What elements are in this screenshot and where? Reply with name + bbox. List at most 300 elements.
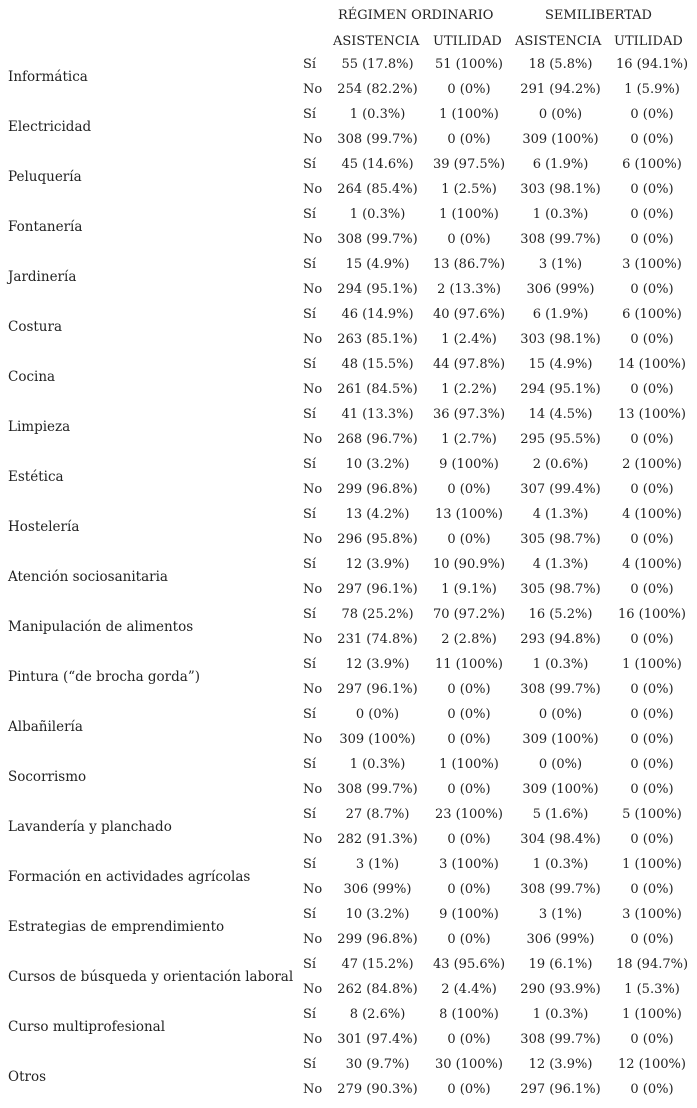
utilidad-semilibertad-cell: 12 (100%) <box>618 1057 686 1072</box>
course-name: Curso multiprofesional <box>8 1019 166 1035</box>
asistencia-ordinario-cell: 297 (96.1%) <box>337 582 418 597</box>
course-name: Fontanería <box>8 219 83 235</box>
course-name: Manipulación de alimentos <box>8 619 194 635</box>
asistencia-ordinario-cell: 308 (99.7%) <box>337 782 418 797</box>
table-row <box>0 403 697 428</box>
utilidad-semilibertad-cell: 1 (5.9%) <box>624 82 680 97</box>
course-group <box>0 903 697 953</box>
utilidad-ordinario-cell: 1 (100%) <box>439 207 499 222</box>
table-row <box>0 1053 697 1078</box>
utilidad-semilibertad-cell: 1 (100%) <box>622 1007 682 1022</box>
asistencia-semilibertad-cell: 308 (99.7%) <box>520 1032 601 1047</box>
response-label: No <box>303 282 323 297</box>
course-group <box>0 403 697 453</box>
table-row <box>0 803 697 828</box>
course-group <box>0 453 697 503</box>
utilidad-semilibertad-cell: 14 (100%) <box>618 357 686 372</box>
asistencia-ordinario-cell: 279 (90.3%) <box>337 1082 418 1097</box>
course-name: Peluquería <box>8 169 82 185</box>
utilidad-semilibertad-cell: 18 (94.7%) <box>615 957 689 972</box>
response-label: Sí <box>303 857 317 872</box>
utilidad-ordinario-cell: 11 (100%) <box>435 657 503 672</box>
table-row <box>0 353 697 378</box>
utilidad-semilibertad-cell: 6 (100%) <box>622 157 682 172</box>
utilidad-semilibertad-cell: 1 (100%) <box>622 657 682 672</box>
utilidad-ordinario-cell: 3 (100%) <box>439 857 499 872</box>
utilidad-ordinario-cell: 0 (0%) <box>447 532 491 547</box>
response-label: No <box>303 532 323 547</box>
utilidad-ordinario-cell: 30 (100%) <box>435 1057 503 1072</box>
asistencia-ordinario-cell: 10 (3.2%) <box>345 457 410 472</box>
response-label: Sí <box>303 257 317 272</box>
course-group <box>0 803 697 853</box>
asistencia-semilibertad-cell: 305 (98.7%) <box>520 582 601 597</box>
course-name: Jardinería <box>8 269 77 285</box>
response-label: No <box>303 232 323 247</box>
table-row <box>0 853 697 878</box>
table-row <box>0 953 697 978</box>
response-label: Sí <box>303 907 317 922</box>
asistencia-semilibertad-cell: 2 (0.6%) <box>532 457 589 472</box>
utilidad-ordinario-cell: 1 (100%) <box>439 107 499 122</box>
asistencia-semilibertad-cell: 306 (99%) <box>526 932 595 947</box>
response-label: No <box>303 932 323 947</box>
course-name: Otros <box>8 1069 47 1085</box>
utilidad-semilibertad-cell: 4 (100%) <box>622 557 682 572</box>
course-group <box>0 253 697 303</box>
response-label: Sí <box>303 707 317 722</box>
utilidad-semilibertad-cell: 0 (0%) <box>630 757 674 772</box>
asistencia-ordinario-cell: 10 (3.2%) <box>345 907 410 922</box>
header-semilibertad: SEMILIBERTAD <box>545 8 652 23</box>
course-name: Electricidad <box>8 119 92 135</box>
table-row <box>0 703 697 728</box>
asistencia-semilibertad-cell: 0 (0%) <box>538 107 583 122</box>
table-row <box>0 228 697 253</box>
response-label: Sí <box>303 807 317 822</box>
utilidad-ordinario-cell: 40 (97.6%) <box>432 307 506 322</box>
course-group <box>0 603 697 653</box>
utilidad-ordinario-cell: 1 (2.4%) <box>441 332 497 347</box>
course-group <box>0 853 697 903</box>
asistencia-ordinario-cell: 263 (85.1%) <box>337 332 418 347</box>
asistencia-semilibertad-cell: 12 (3.9%) <box>528 1057 593 1072</box>
asistencia-ordinario-cell: 264 (85.4%) <box>337 182 418 197</box>
course-name: Formación en actividades agrícolas <box>8 869 251 885</box>
utilidad-semilibertad-cell: 1 (5.3%) <box>624 982 680 997</box>
utilidad-ordinario-cell: 23 (100%) <box>435 807 503 822</box>
utilidad-ordinario-cell: 0 (0%) <box>447 782 491 797</box>
asistencia-ordinario-cell: 301 (97.4%) <box>337 1032 418 1047</box>
table-row <box>0 53 697 78</box>
asistencia-ordinario-cell: 13 (4.2%) <box>345 507 410 522</box>
utilidad-semilibertad-cell: 16 (100%) <box>618 607 686 622</box>
table-row <box>0 653 697 678</box>
response-label: No <box>303 332 323 347</box>
utilidad-ordinario-cell: 0 (0%) <box>447 682 491 697</box>
response-label: No <box>303 632 323 647</box>
utilidad-semilibertad-cell: 16 (94.1%) <box>615 57 689 72</box>
table-row <box>0 978 697 1003</box>
response-label: Sí <box>303 457 317 472</box>
asistencia-semilibertad-cell: 304 (98.4%) <box>520 832 601 847</box>
asistencia-semilibertad-cell: 308 (99.7%) <box>520 682 601 697</box>
asistencia-semilibertad-cell: 19 (6.1%) <box>528 957 593 972</box>
asistencia-semilibertad-cell: 306 (99%) <box>526 282 595 297</box>
course-group <box>0 153 697 203</box>
utilidad-ordinario-cell: 0 (0%) <box>447 132 491 147</box>
asistencia-semilibertad-cell: 309 (100%) <box>522 782 599 797</box>
asistencia-semilibertad-cell: 14 (4.5%) <box>528 407 593 422</box>
utilidad-ordinario-cell: 1 (2.2%) <box>441 382 497 397</box>
response-label: No <box>303 732 323 747</box>
course-group <box>0 553 697 603</box>
asistencia-ordinario-cell: 12 (3.9%) <box>345 657 410 672</box>
asistencia-semilibertad-cell: 6 (1.9%) <box>532 307 589 322</box>
utilidad-ordinario-cell: 39 (97.5%) <box>432 157 506 172</box>
response-label: Sí <box>303 507 317 522</box>
utilidad-semilibertad-cell: 0 (0%) <box>630 332 674 347</box>
asistencia-semilibertad-cell: 4 (1.3%) <box>532 557 589 572</box>
data-table <box>0 53 697 1103</box>
utilidad-semilibertad-cell: 0 (0%) <box>630 582 674 597</box>
utilidad-ordinario-cell: 8 (100%) <box>439 1007 499 1022</box>
table-row <box>0 528 697 553</box>
table-row <box>0 878 697 903</box>
asistencia-semilibertad-cell: 0 (0%) <box>538 707 583 722</box>
response-label: No <box>303 82 323 97</box>
asistencia-ordinario-cell: 268 (96.7%) <box>337 432 418 447</box>
table-row <box>0 778 697 803</box>
response-label: Sí <box>303 357 317 372</box>
asistencia-semilibertad-cell: 303 (98.1%) <box>520 332 601 347</box>
asistencia-ordinario-cell: 41 (13.3%) <box>341 407 414 422</box>
utilidad-semilibertad-cell: 0 (0%) <box>630 707 674 722</box>
table-row <box>0 478 697 503</box>
asistencia-ordinario-cell: 309 (100%) <box>339 732 416 747</box>
utilidad-semilibertad-cell: 0 (0%) <box>630 107 674 122</box>
utilidad-semilibertad-cell: 4 (100%) <box>622 507 682 522</box>
table-row <box>0 553 697 578</box>
utilidad-ordinario-cell: 51 (100%) <box>435 57 503 72</box>
asistencia-ordinario-cell: 294 (95.1%) <box>337 282 418 297</box>
utilidad-ordinario-cell: 36 (97.3%) <box>432 407 506 422</box>
utilidad-semilibertad-cell: 0 (0%) <box>630 132 674 147</box>
asistencia-ordinario-cell: 15 (4.9%) <box>345 257 410 272</box>
course-name: Socorrismo <box>8 769 87 785</box>
utilidad-ordinario-cell: 9 (100%) <box>439 907 499 922</box>
utilidad-semilibertad-cell: 0 (0%) <box>630 182 674 197</box>
asistencia-ordinario-cell: 8 (2.6%) <box>349 1007 406 1022</box>
response-label: No <box>303 482 323 497</box>
utilidad-semilibertad-cell: 0 (0%) <box>630 632 674 647</box>
table-row <box>0 278 697 303</box>
course-group <box>0 953 697 1003</box>
course-name: Estrategias de emprendimiento <box>8 919 225 935</box>
utilidad-ordinario-cell: 9 (100%) <box>439 457 499 472</box>
response-label: Sí <box>303 307 317 322</box>
table-row <box>0 828 697 853</box>
course-name: Albañilería <box>8 719 83 735</box>
asistencia-semilibertad-cell: 305 (98.7%) <box>520 532 601 547</box>
table-row <box>0 578 697 603</box>
asistencia-ordinario-cell: 297 (96.1%) <box>337 682 418 697</box>
asistencia-ordinario-cell: 30 (9.7%) <box>345 1057 410 1072</box>
header-asistencia-ordinario: ASISTENCIA <box>333 34 420 49</box>
utilidad-semilibertad-cell: 13 (100%) <box>618 407 686 422</box>
asistencia-ordinario-cell: 55 (17.8%) <box>341 57 414 72</box>
response-label: No <box>303 132 323 147</box>
utilidad-ordinario-cell: 2 (2.8%) <box>441 632 497 647</box>
response-label: No <box>303 1032 323 1047</box>
response-label: Sí <box>303 157 317 172</box>
response-label: No <box>303 582 323 597</box>
asistencia-ordinario-cell: 296 (95.8%) <box>337 532 418 547</box>
response-label: Sí <box>303 607 317 622</box>
utilidad-ordinario-cell: 0 (0%) <box>447 707 491 722</box>
utilidad-semilibertad-cell: 0 (0%) <box>630 482 674 497</box>
response-label: Sí <box>303 1057 317 1072</box>
asistencia-semilibertad-cell: 294 (95.1%) <box>520 382 601 397</box>
utilidad-ordinario-cell: 2 (4.4%) <box>441 982 497 997</box>
table-row <box>0 378 697 403</box>
asistencia-semilibertad-cell: 290 (93.9%) <box>520 982 601 997</box>
asistencia-semilibertad-cell: 307 (99.4%) <box>520 482 601 497</box>
response-label: Sí <box>303 957 317 972</box>
utilidad-semilibertad-cell: 0 (0%) <box>630 1032 674 1047</box>
asistencia-ordinario-cell: 45 (14.6%) <box>341 157 414 172</box>
table-row <box>0 628 697 653</box>
asistencia-semilibertad-cell: 18 (5.8%) <box>528 57 593 72</box>
header-utilidad-ordinario: UTILIDAD <box>433 34 502 49</box>
utilidad-ordinario-cell: 13 (100%) <box>435 507 503 522</box>
asistencia-ordinario-cell: 299 (96.8%) <box>337 932 418 947</box>
table-row <box>0 1003 697 1028</box>
asistencia-ordinario-cell: 1 (0.3%) <box>349 757 406 772</box>
asistencia-semilibertad-cell: 308 (99.7%) <box>520 232 601 247</box>
utilidad-semilibertad-cell: 0 (0%) <box>630 232 674 247</box>
utilidad-semilibertad-cell: 0 (0%) <box>630 832 674 847</box>
course-name: Informática <box>8 69 88 85</box>
response-label: No <box>303 182 323 197</box>
course-name: Limpieza <box>8 419 71 435</box>
asistencia-semilibertad-cell: 308 (99.7%) <box>520 882 601 897</box>
asistencia-ordinario-cell: 261 (84.5%) <box>337 382 418 397</box>
asistencia-semilibertad-cell: 297 (96.1%) <box>520 1082 601 1097</box>
asistencia-semilibertad-cell: 303 (98.1%) <box>520 182 601 197</box>
response-label: Sí <box>303 1007 317 1022</box>
utilidad-ordinario-cell: 43 (95.6%) <box>432 957 506 972</box>
asistencia-ordinario-cell: 308 (99.7%) <box>337 132 418 147</box>
table-row <box>0 153 697 178</box>
asistencia-semilibertad-cell: 1 (0.3%) <box>532 1007 589 1022</box>
table-row <box>0 453 697 478</box>
response-label: Sí <box>303 107 317 122</box>
header-regimen-ordinario: RÉGIMEN ORDINARIO <box>338 8 494 23</box>
asistencia-ordinario-cell: 262 (84.8%) <box>337 982 418 997</box>
table-row <box>0 303 697 328</box>
utilidad-ordinario-cell: 44 (97.8%) <box>432 357 506 372</box>
asistencia-semilibertad-cell: 4 (1.3%) <box>532 507 589 522</box>
response-label: Sí <box>303 207 317 222</box>
response-label: No <box>303 682 323 697</box>
asistencia-ordinario-cell: 306 (99%) <box>343 882 412 897</box>
asistencia-ordinario-cell: 27 (8.7%) <box>345 807 410 822</box>
utilidad-semilibertad-cell: 0 (0%) <box>630 882 674 897</box>
table-row <box>0 428 697 453</box>
course-group <box>0 53 697 103</box>
asistencia-semilibertad-cell: 15 (4.9%) <box>528 357 593 372</box>
table-row <box>0 603 697 628</box>
utilidad-semilibertad-cell: 6 (100%) <box>622 307 682 322</box>
utilidad-semilibertad-cell: 0 (0%) <box>630 382 674 397</box>
utilidad-semilibertad-cell: 0 (0%) <box>630 1082 674 1097</box>
utilidad-semilibertad-cell: 0 (0%) <box>630 932 674 947</box>
table-row <box>0 178 697 203</box>
utilidad-semilibertad-cell: 1 (100%) <box>622 857 682 872</box>
utilidad-ordinario-cell: 0 (0%) <box>447 882 491 897</box>
utilidad-ordinario-cell: 0 (0%) <box>447 1032 491 1047</box>
course-group <box>0 303 697 353</box>
utilidad-ordinario-cell: 10 (90.9%) <box>432 557 506 572</box>
response-label: Sí <box>303 57 317 72</box>
utilidad-ordinario-cell: 0 (0%) <box>447 232 491 247</box>
course-group <box>0 1003 697 1053</box>
response-label: Sí <box>303 757 317 772</box>
utilidad-ordinario-cell: 0 (0%) <box>447 732 491 747</box>
asistencia-ordinario-cell: 299 (96.8%) <box>337 482 418 497</box>
utilidad-semilibertad-cell: 3 (100%) <box>622 907 682 922</box>
course-group <box>0 753 697 803</box>
utilidad-ordinario-cell: 0 (0%) <box>447 932 491 947</box>
utilidad-ordinario-cell: 13 (86.7%) <box>432 257 506 272</box>
course-group <box>0 1053 697 1103</box>
utilidad-semilibertad-cell: 0 (0%) <box>630 732 674 747</box>
response-label: Sí <box>303 657 317 672</box>
asistencia-ordinario-cell: 3 (1%) <box>355 857 400 872</box>
asistencia-semilibertad-cell: 3 (1%) <box>538 907 583 922</box>
utilidad-semilibertad-cell: 0 (0%) <box>630 682 674 697</box>
utilidad-semilibertad-cell: 0 (0%) <box>630 432 674 447</box>
course-name: Cocina <box>8 369 56 385</box>
utilidad-ordinario-cell: 0 (0%) <box>447 1082 491 1097</box>
asistencia-ordinario-cell: 308 (99.7%) <box>337 232 418 247</box>
utilidad-ordinario-cell: 0 (0%) <box>447 482 491 497</box>
course-group <box>0 353 697 403</box>
asistencia-semilibertad-cell: 1 (0.3%) <box>532 207 589 222</box>
utilidad-ordinario-cell: 1 (9.1%) <box>441 582 497 597</box>
course-group <box>0 203 697 253</box>
asistencia-semilibertad-cell: 291 (94.2%) <box>520 82 601 97</box>
asistencia-ordinario-cell: 1 (0.3%) <box>349 207 406 222</box>
utilidad-semilibertad-cell: 5 (100%) <box>622 807 682 822</box>
asistencia-semilibertad-cell: 309 (100%) <box>522 732 599 747</box>
asistencia-semilibertad-cell: 6 (1.9%) <box>532 157 589 172</box>
course-name: Cursos de búsqueda y orientación laboral <box>8 969 294 985</box>
table-row <box>0 928 697 953</box>
asistencia-semilibertad-cell: 293 (94.8%) <box>520 632 601 647</box>
table-row <box>0 203 697 228</box>
utilidad-semilibertad-cell: 0 (0%) <box>630 207 674 222</box>
utilidad-semilibertad-cell: 3 (100%) <box>622 257 682 272</box>
course-name: Atención sociosanitaria <box>8 569 168 585</box>
asistencia-semilibertad-cell: 5 (1.6%) <box>532 807 589 822</box>
utilidad-ordinario-cell: 1 (100%) <box>439 757 499 772</box>
utilidad-semilibertad-cell: 0 (0%) <box>630 282 674 297</box>
utilidad-semilibertad-cell: 2 (100%) <box>622 457 682 472</box>
utilidad-semilibertad-cell: 0 (0%) <box>630 782 674 797</box>
response-label: No <box>303 782 323 797</box>
utilidad-ordinario-cell: 70 (97.2%) <box>432 607 506 622</box>
header-utilidad-semilibertad: UTILIDAD <box>614 34 683 49</box>
table-row <box>0 328 697 353</box>
asistencia-ordinario-cell: 0 (0%) <box>355 707 400 722</box>
course-group <box>0 703 697 753</box>
course-group <box>0 103 697 153</box>
asistencia-ordinario-cell: 47 (15.2%) <box>341 957 414 972</box>
response-label: No <box>303 982 323 997</box>
response-label: No <box>303 1082 323 1097</box>
table-row <box>0 103 697 128</box>
table-row <box>0 728 697 753</box>
response-label: No <box>303 882 323 897</box>
table-row <box>0 78 697 103</box>
course-group <box>0 653 697 703</box>
table-row <box>0 678 697 703</box>
asistencia-ordinario-cell: 48 (15.5%) <box>341 357 414 372</box>
table-row <box>0 1028 697 1053</box>
asistencia-semilibertad-cell: 295 (95.5%) <box>520 432 601 447</box>
table-row <box>0 753 697 778</box>
utilidad-ordinario-cell: 0 (0%) <box>447 832 491 847</box>
asistencia-semilibertad-cell: 16 (5.2%) <box>528 607 593 622</box>
asistencia-semilibertad-cell: 3 (1%) <box>538 257 583 272</box>
utilidad-ordinario-cell: 0 (0%) <box>447 82 491 97</box>
asistencia-ordinario-cell: 78 (25.2%) <box>341 607 414 622</box>
table-row <box>0 903 697 928</box>
course-name: Estética <box>8 469 64 485</box>
response-label: Sí <box>303 557 317 572</box>
asistencia-ordinario-cell: 46 (14.9%) <box>341 307 414 322</box>
utilidad-ordinario-cell: 1 (2.7%) <box>441 432 497 447</box>
response-label: No <box>303 832 323 847</box>
table-row <box>0 128 697 153</box>
course-name: Lavandería y planchado <box>8 819 172 835</box>
utilidad-semilibertad-cell: 0 (0%) <box>630 532 674 547</box>
utilidad-ordinario-cell: 1 (2.5%) <box>441 182 497 197</box>
asistencia-ordinario-cell: 282 (91.3%) <box>337 832 418 847</box>
table-row <box>0 503 697 528</box>
table-row <box>0 1078 697 1103</box>
asistencia-ordinario-cell: 1 (0.3%) <box>349 107 406 122</box>
course-name: Hostelería <box>8 519 80 535</box>
response-label: Sí <box>303 407 317 422</box>
asistencia-ordinario-cell: 231 (74.8%) <box>337 632 418 647</box>
asistencia-ordinario-cell: 12 (3.9%) <box>345 557 410 572</box>
asistencia-semilibertad-cell: 0 (0%) <box>538 757 583 772</box>
asistencia-semilibertad-cell: 309 (100%) <box>522 132 599 147</box>
header-asistencia-semilibertad: ASISTENCIA <box>515 34 602 49</box>
utilidad-ordinario-cell: 2 (13.3%) <box>437 282 501 297</box>
table-row <box>0 253 697 278</box>
asistencia-semilibertad-cell: 1 (0.3%) <box>532 857 589 872</box>
asistencia-ordinario-cell: 254 (82.2%) <box>337 82 418 97</box>
course-group <box>0 503 697 553</box>
response-label: No <box>303 432 323 447</box>
response-label: No <box>303 382 323 397</box>
course-name: Costura <box>8 319 63 335</box>
course-name: Pintura (“de brocha gorda”) <box>8 669 200 685</box>
